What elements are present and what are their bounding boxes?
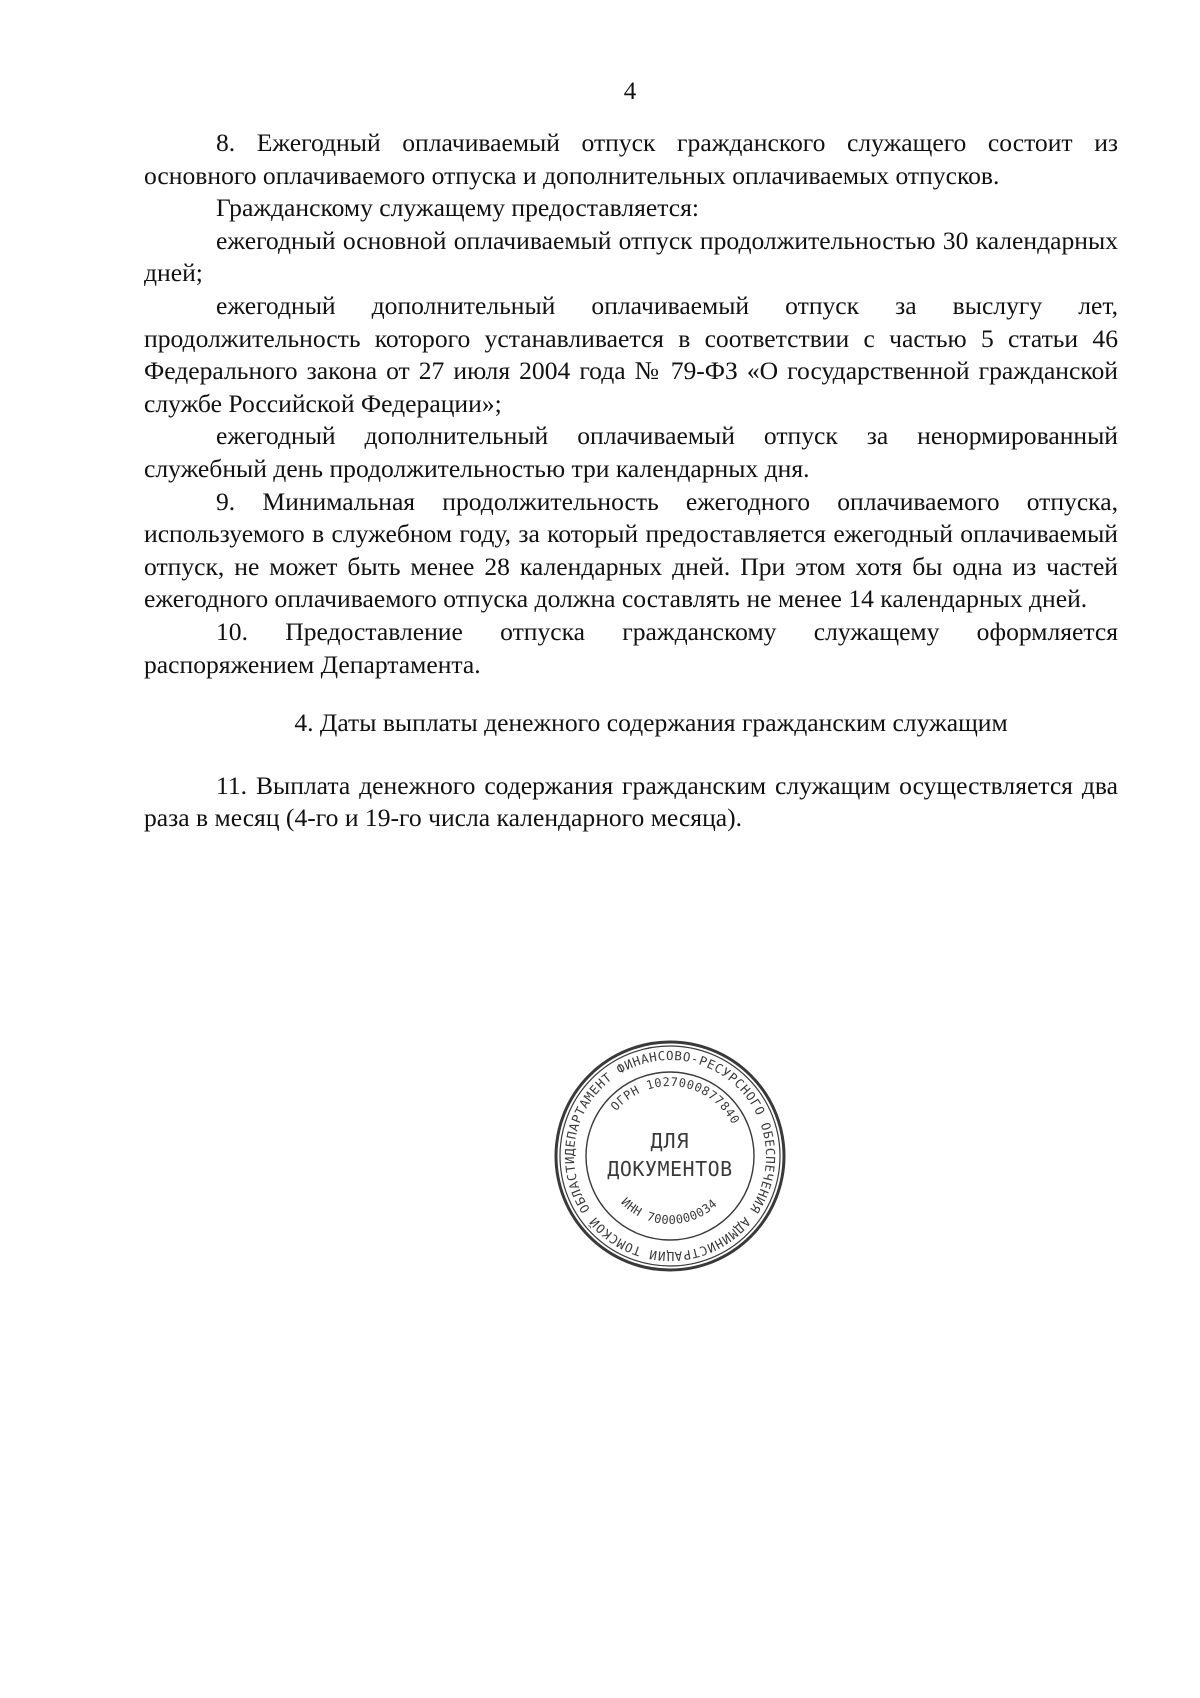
official-stamp [550,1036,790,1276]
stamp-center-line1: ДЛЯ [650,1129,690,1153]
section-heading: 4. Даты выплаты денежного содержания гражданским служащим [294,708,1008,738]
document-body [144,127,1118,835]
stamp-inn: ИНН 7000000034 [618,1194,720,1228]
paragraph-11: 11. Выплата денежного содержания гражданским служащим осуществляется два раза в месяц (4-го и 19-го числа календарного месяца). [144,770,1118,833]
paragraph-provided: Гражданскому служащему предоставляется: [216,193,699,223]
paragraph-9: 9. Минимальная продолжительность ежегодного оплачиваемого отпуска, используемого в служебном году, за который предоставляется ежегодный оплачиваемый отпуск, не может быть менее 28 календарных дней. При этом хотя бы одна из частей ежегодного оплачиваемого отпуска должна составлять не менее 14 календарных дней. [144,486,1118,614]
paragraph-8: 8. Ежегодный оплачиваемый отпуск гражданского служащего состоит из основного оплачиваемого отпуска и дополнительных оплачиваемых отпусков. [144,128,1118,190]
svg-text:ИНН 7000000034 [618,1195,719,1227]
paragraph-seniority-leave: ежегодный дополнительный оплачиваемый отпуск за выслугу лет, продолжительность которого устанавливается в соответствии с частью 5 статьи 46 Федерального закона от 27 июля 2004 года № 79-ФЗ «О государственной гражданской службе Российской Федерации»; [144,290,1118,418]
stamp-center-line2: ДОКУМЕНТОВ [607,1157,733,1181]
paragraph-10: 10. Предоставление отпуска гражданскому служащему оформляется распоряжением Департамента. [144,616,1118,679]
paragraph-basic-leave: ежегодный основной оплачиваемый отпуск продолжительностью 30 календарных дней; [144,225,1118,288]
page-number: 4 [623,78,637,105]
stamp-ogrn: ОГРН 1027000877840 [607,1074,743,1127]
stamp-outer-text: ДЕПАРТАМЕНТ ФИНАНСОВО-РЕСУРСНОГО ОБЕСПЕЧЕНИЯ АДМИНИСТРАЦИИ ТОМСКОЙ ОБЛАСТИ [561,1047,779,1265]
paragraph-irregular-day-leave: ежегодный дополнительный оплачиваемый отпуск за ненормированный служебный день продолжительностью три календарных дня. [144,421,1118,483]
